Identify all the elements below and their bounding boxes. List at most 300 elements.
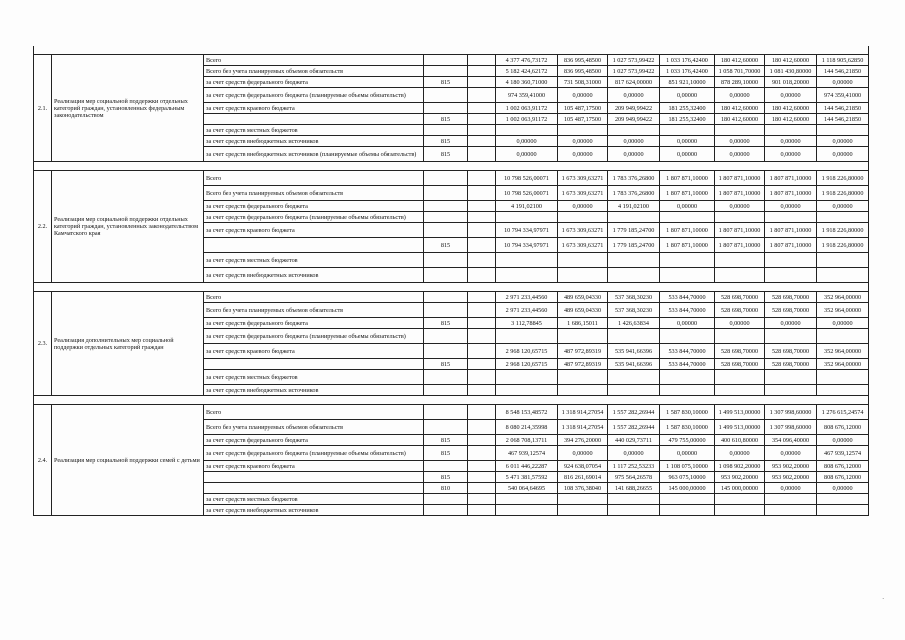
row-label: Всего без учета планируемых объемов обязательств [204, 186, 424, 201]
amount-cell [608, 125, 660, 136]
empty-cell [468, 405, 496, 420]
row-label: Всего без учета планируемых объемов обязательств [204, 66, 424, 77]
amount-cell: 1 058 701,70000 [715, 66, 765, 77]
budget-code [424, 268, 468, 283]
amount-cell: 0,00000 [715, 147, 765, 162]
amount-cell [496, 329, 558, 344]
empty-cell [468, 359, 496, 370]
amount-cell: 487 972,89319 [558, 359, 608, 370]
empty-cell [468, 125, 496, 136]
amount-cell: 400 610,80000 [715, 435, 765, 446]
budget-code: 815 [424, 359, 468, 370]
section-title: Реализация дополнительных мер социальной поддержки отдельных категорий граждан [52, 292, 204, 396]
amount-cell: 394 276,20000 [558, 435, 608, 446]
amount-cell [660, 494, 715, 505]
empty-cell [468, 147, 496, 162]
amount-cell: 354 096,40000 [765, 435, 817, 446]
budget-code [424, 329, 468, 344]
row-label: за счет средств местных бюджетов [204, 253, 424, 268]
budget-code [424, 494, 468, 505]
amount-cell: 1 779 185,24700 [608, 238, 660, 253]
amount-cell: 1 918 226,80000 [817, 223, 869, 238]
row-label: за счет средств краевого бюджета [204, 103, 424, 114]
amount-cell [496, 494, 558, 505]
row-label: за счет средств внебюджетных источников [204, 268, 424, 283]
amount-cell: 1 426,63834 [608, 318, 660, 329]
amount-cell: 181 255,32400 [660, 103, 715, 114]
amount-cell [608, 329, 660, 344]
amount-cell: 1 027 573,99422 [608, 55, 660, 66]
amount-cell: 1 098 902,20000 [715, 461, 765, 472]
amount-cell [496, 385, 558, 396]
amount-cell: 540 064,64695 [496, 483, 558, 494]
amount-cell: 528 698,70000 [715, 303, 765, 318]
row-label: за счет средств внебюджетных источников (планируемые объемы обязательств) [204, 147, 424, 162]
amount-cell: 535 941,66396 [608, 359, 660, 370]
empty-cell [468, 505, 496, 516]
amount-cell [608, 212, 660, 223]
amount-cell [817, 385, 869, 396]
budget-code [424, 186, 468, 201]
budget-table [33, 46, 869, 516]
amount-cell: 180 412,60000 [715, 55, 765, 66]
amount-cell: 0,00000 [608, 136, 660, 147]
amount-cell: 1 557 282,26944 [608, 420, 660, 435]
amount-cell: 808 676,12000 [817, 420, 869, 435]
amount-cell: 533 844,70000 [660, 359, 715, 370]
empty-cell [468, 446, 496, 461]
empty-cell [468, 420, 496, 435]
amount-cell: 144 546,21850 [817, 114, 869, 125]
amount-cell: 4 180 360,71000 [496, 77, 558, 88]
budget-code [424, 292, 468, 303]
amount-cell: 1 673 309,63271 [558, 223, 608, 238]
amount-cell [558, 494, 608, 505]
amount-cell: 0,00000 [715, 446, 765, 461]
amount-cell: 1 673 309,63271 [558, 171, 608, 186]
amount-cell: 2 968 120,65715 [496, 344, 558, 359]
empty-cell [468, 385, 496, 396]
amount-cell: 1 108 075,10000 [660, 461, 715, 472]
amount-cell [765, 505, 817, 516]
amount-cell [558, 370, 608, 385]
amount-cell [496, 125, 558, 136]
amount-cell [558, 268, 608, 283]
amount-cell: 0,00000 [765, 136, 817, 147]
amount-cell: 352 964,00000 [817, 344, 869, 359]
empty-cell [468, 494, 496, 505]
amount-cell: 808 676,12000 [817, 472, 869, 483]
amount-cell [715, 505, 765, 516]
amount-cell: 0,00000 [715, 201, 765, 212]
amount-cell: 953 902,20000 [765, 461, 817, 472]
budget-code: 815 [424, 136, 468, 147]
row-label: за счет средств краевого бюджета [204, 223, 424, 238]
amount-cell: 479 755,00000 [660, 435, 715, 446]
empty-cell [468, 268, 496, 283]
budget-code [424, 66, 468, 77]
row-label: за счет средств внебюджетных источников [204, 505, 424, 516]
amount-cell: 537 368,30230 [608, 303, 660, 318]
amount-cell [608, 385, 660, 396]
amount-cell: 6 011 446,22287 [496, 461, 558, 472]
amount-cell [608, 268, 660, 283]
amount-cell: 528 698,70000 [765, 344, 817, 359]
amount-cell: 180 412,60000 [765, 103, 817, 114]
amount-cell [660, 385, 715, 396]
amount-cell [660, 268, 715, 283]
amount-cell: 4 191,02100 [496, 201, 558, 212]
amount-cell: 467 939,12574 [496, 446, 558, 461]
amount-cell: 533 844,70000 [660, 303, 715, 318]
amount-cell [558, 385, 608, 396]
amount-cell: 8 080 214,35998 [496, 420, 558, 435]
amount-cell: 1 033 176,42400 [660, 55, 715, 66]
amount-cell: 1 673 309,63271 [558, 238, 608, 253]
amount-cell: 3 112,78845 [496, 318, 558, 329]
amount-cell: 1 807 871,10000 [660, 171, 715, 186]
section-spacer-row [34, 283, 869, 292]
amount-cell: 0,00000 [715, 136, 765, 147]
table-row [34, 55, 869, 66]
amount-cell: 528 698,70000 [715, 292, 765, 303]
amount-cell: 1 807 871,10000 [765, 223, 817, 238]
amount-cell [496, 268, 558, 283]
section-title: Реализация мер социальной поддержки семей с детьми [52, 405, 204, 516]
amount-cell: 108 376,38040 [558, 483, 608, 494]
row-label: за счет средств местных бюджетов [204, 494, 424, 505]
empty-cell [468, 253, 496, 268]
amount-cell [558, 329, 608, 344]
empty-cell [468, 435, 496, 446]
amount-cell: 487 972,89319 [558, 344, 608, 359]
amount-cell: 1 783 376,26800 [608, 186, 660, 201]
amount-cell [660, 125, 715, 136]
row-label [204, 483, 424, 494]
amount-cell: 1 081 430,80000 [765, 66, 817, 77]
amount-cell: 901 018,20000 [765, 77, 817, 88]
amount-cell [608, 253, 660, 268]
amount-cell: 5 182 424,62172 [496, 66, 558, 77]
table-row [34, 171, 869, 186]
amount-cell: 0,00000 [558, 147, 608, 162]
amount-cell [817, 494, 869, 505]
budget-code [424, 201, 468, 212]
amount-cell: 0,00000 [660, 201, 715, 212]
section-number: 2.2. [34, 171, 52, 283]
amount-cell: 0,00000 [496, 136, 558, 147]
amount-cell [715, 125, 765, 136]
budget-code: 815 [424, 472, 468, 483]
amount-cell: 963 075,10000 [660, 472, 715, 483]
amount-cell [715, 385, 765, 396]
amount-cell: 528 698,70000 [765, 292, 817, 303]
row-label: за счет средств федерального бюджета [204, 435, 424, 446]
budget-code: 815 [424, 435, 468, 446]
amount-cell: 1 673 309,63271 [558, 186, 608, 201]
amount-cell [765, 370, 817, 385]
amount-cell [817, 329, 869, 344]
amount-cell: 528 698,70000 [765, 303, 817, 318]
amount-cell: 0,00000 [765, 88, 817, 103]
amount-cell [817, 268, 869, 283]
row-label: Всего [204, 55, 424, 66]
amount-cell: 1 499 513,00000 [715, 420, 765, 435]
budget-code [424, 505, 468, 516]
amount-cell: 1 318 914,27054 [558, 405, 608, 420]
amount-cell: 975 564,26578 [608, 472, 660, 483]
amount-cell: 144 546,21850 [817, 103, 869, 114]
amount-cell: 1 918 226,80000 [817, 238, 869, 253]
row-label: Всего без учета планируемых объемов обязательств [204, 420, 424, 435]
amount-cell: 731 508,31000 [558, 77, 608, 88]
amount-cell [608, 505, 660, 516]
amount-cell: 1 587 830,10000 [660, 420, 715, 435]
amount-cell: 2 971 233,44560 [496, 292, 558, 303]
row-label: Всего [204, 405, 424, 420]
amount-cell: 1 117 252,53233 [608, 461, 660, 472]
empty-cell [468, 186, 496, 201]
amount-cell: 924 638,07054 [558, 461, 608, 472]
spacer-cell [34, 396, 869, 405]
amount-cell: 1 499 513,00000 [715, 405, 765, 420]
empty-cell [468, 461, 496, 472]
empty-cell [468, 318, 496, 329]
amount-cell: 10 794 334,97971 [496, 223, 558, 238]
empty-cell [468, 103, 496, 114]
budget-code [424, 420, 468, 435]
row-label: за счет средств федерального бюджета (планируемые объемы обязательств) [204, 88, 424, 103]
empty-cell [468, 472, 496, 483]
amount-cell [558, 125, 608, 136]
empty-cell [468, 370, 496, 385]
empty-cell [468, 292, 496, 303]
empty-cell [468, 238, 496, 253]
spacer-cell [34, 162, 869, 171]
amount-cell: 352 964,00000 [817, 292, 869, 303]
amount-cell: 1 779 185,24700 [608, 223, 660, 238]
empty-cell [468, 88, 496, 103]
empty-cell [468, 329, 496, 344]
amount-cell: 836 995,48500 [558, 55, 608, 66]
budget-code [424, 88, 468, 103]
amount-cell [496, 212, 558, 223]
amount-cell [817, 505, 869, 516]
amount-cell: 1 307 998,60000 [765, 405, 817, 420]
amount-cell: 1 807 871,10000 [715, 171, 765, 186]
empty-cell [468, 303, 496, 318]
budget-code: 815 [424, 147, 468, 162]
empty-cell [468, 55, 496, 66]
amount-cell: 0,00000 [817, 435, 869, 446]
amount-cell: 1 002 063,91172 [496, 103, 558, 114]
section-title: Реализация мер социальной поддержки отдельных категорий граждан, установленных законодательством Камчатского края [52, 171, 204, 283]
budget-code [424, 103, 468, 114]
amount-cell: 0,00000 [765, 318, 817, 329]
amount-cell: 0,00000 [660, 318, 715, 329]
budget-code [424, 125, 468, 136]
amount-cell: 352 964,00000 [817, 303, 869, 318]
amount-cell: 0,00000 [608, 147, 660, 162]
amount-cell: 145 000,00000 [660, 483, 715, 494]
amount-cell: 0,00000 [715, 318, 765, 329]
row-label [204, 238, 424, 253]
empty-cell [468, 136, 496, 147]
budget-code: 810 [424, 483, 468, 494]
amount-cell [715, 212, 765, 223]
empty-cell [468, 77, 496, 88]
amount-cell: 1 587 830,10000 [660, 405, 715, 420]
row-label: за счет средств федерального бюджета [204, 77, 424, 88]
row-label [204, 114, 424, 125]
row-label: за счет средств местных бюджетов [204, 370, 424, 385]
amount-cell: 528 698,70000 [715, 359, 765, 370]
amount-cell: 528 698,70000 [715, 344, 765, 359]
amount-cell [715, 329, 765, 344]
page-edge-mark: · [882, 595, 885, 603]
amount-cell [817, 125, 869, 136]
budget-code [424, 344, 468, 359]
empty-cell [468, 344, 496, 359]
budget-code [424, 171, 468, 186]
amount-cell: 1 807 871,10000 [765, 238, 817, 253]
amount-cell: 0,00000 [765, 147, 817, 162]
amount-cell: 1 002 063,91172 [496, 114, 558, 125]
amount-cell: 2 971 233,44560 [496, 303, 558, 318]
amount-cell: 10 794 334,97971 [496, 238, 558, 253]
amount-cell: 0,00000 [817, 147, 869, 162]
amount-cell [817, 253, 869, 268]
amount-cell: 10 798 526,00071 [496, 186, 558, 201]
amount-cell: 105 487,17500 [558, 103, 608, 114]
row-label: за счет средств федерального бюджета [204, 201, 424, 212]
amount-cell [765, 253, 817, 268]
amount-cell: 1 918 226,80000 [817, 171, 869, 186]
row-label: за счет средств внебюджетных источников [204, 385, 424, 396]
amount-cell [496, 505, 558, 516]
row-label: Всего [204, 292, 424, 303]
amount-cell: 0,00000 [558, 201, 608, 212]
amount-cell: 1 557 282,26944 [608, 405, 660, 420]
amount-cell: 953 902,20000 [715, 472, 765, 483]
amount-cell: 851 921,10000 [660, 77, 715, 88]
amount-cell: 0,00000 [817, 136, 869, 147]
amount-cell: 145 000,00000 [715, 483, 765, 494]
amount-cell: 0,00000 [660, 147, 715, 162]
budget-code [424, 405, 468, 420]
amount-cell: 2 068 708,13711 [496, 435, 558, 446]
amount-cell: 489 659,04330 [558, 292, 608, 303]
amount-cell: 0,00000 [817, 318, 869, 329]
budget-code: 815 [424, 114, 468, 125]
amount-cell: 1 118 905,62850 [817, 55, 869, 66]
budget-code: 815 [424, 318, 468, 329]
amount-cell: 0,00000 [558, 136, 608, 147]
amount-cell: 10 798 526,00071 [496, 171, 558, 186]
amount-cell [765, 212, 817, 223]
amount-cell [496, 253, 558, 268]
amount-cell [817, 212, 869, 223]
section-spacer-row [34, 396, 869, 405]
amount-cell [496, 370, 558, 385]
spacer-cell [34, 283, 869, 292]
amount-cell: 180 412,60000 [765, 114, 817, 125]
amount-cell: 0,00000 [660, 446, 715, 461]
amount-cell [558, 505, 608, 516]
amount-cell [715, 370, 765, 385]
amount-cell [765, 268, 817, 283]
amount-cell: 1 807 871,10000 [715, 223, 765, 238]
amount-cell: 0,00000 [558, 88, 608, 103]
budget-code [424, 55, 468, 66]
budget-code: 815 [424, 238, 468, 253]
amount-cell: 816 261,69014 [558, 472, 608, 483]
amount-cell: 533 844,70000 [660, 292, 715, 303]
amount-cell: 0,00000 [496, 147, 558, 162]
amount-cell: 0,00000 [660, 88, 715, 103]
empty-cell [468, 66, 496, 77]
section-number: 2.4. [34, 405, 52, 516]
empty-cell [468, 201, 496, 212]
row-label: Всего [204, 171, 424, 186]
amount-cell: 537 368,30230 [608, 292, 660, 303]
amount-cell: 1 318 914,27054 [558, 420, 608, 435]
section-number: 2.3. [34, 292, 52, 396]
amount-cell: 0,00000 [765, 446, 817, 461]
amount-cell: 5 471 381,57592 [496, 472, 558, 483]
amount-cell [660, 212, 715, 223]
amount-cell: 1 783 376,26800 [608, 171, 660, 186]
empty-cell [468, 223, 496, 238]
amount-cell: 181 255,32400 [660, 114, 715, 125]
row-label: за счет средств внебюджетных источников [204, 136, 424, 147]
amount-cell [608, 370, 660, 385]
amount-cell: 209 949,99422 [608, 114, 660, 125]
amount-cell: 0,00000 [817, 77, 869, 88]
amount-cell: 533 844,70000 [660, 344, 715, 359]
amount-cell: 2 968 120,65715 [496, 359, 558, 370]
amount-cell: 1 807 871,10000 [765, 171, 817, 186]
amount-cell: 180 412,60000 [765, 55, 817, 66]
budget-code [424, 223, 468, 238]
amount-cell [715, 494, 765, 505]
amount-cell: 440 029,73711 [608, 435, 660, 446]
amount-cell: 1 807 871,10000 [765, 186, 817, 201]
amount-cell [817, 370, 869, 385]
amount-cell: 1 027 573,99422 [608, 66, 660, 77]
section-title: Реализация мер социальной поддержки отдельных категорий граждан, установленных федеральным законодательством [52, 55, 204, 162]
amount-cell [660, 253, 715, 268]
amount-cell [765, 494, 817, 505]
amount-cell: 817 624,00000 [608, 77, 660, 88]
amount-cell: 0,00000 [608, 446, 660, 461]
amount-cell: 1 276 615,24574 [817, 405, 869, 420]
empty-cell [468, 212, 496, 223]
amount-cell [715, 268, 765, 283]
amount-cell: 0,00000 [608, 88, 660, 103]
row-label: за счет средств федерального бюджета (планируемые объемы обязательств) [204, 446, 424, 461]
amount-cell: 489 659,04330 [558, 303, 608, 318]
row-label: за счет средств краевого бюджета [204, 461, 424, 472]
amount-cell: 0,00000 [765, 483, 817, 494]
amount-cell: 1 807 871,10000 [715, 186, 765, 201]
amount-cell: 1 686,15011 [558, 318, 608, 329]
amount-cell: 180 412,60000 [715, 103, 765, 114]
amount-cell: 141 688,26655 [608, 483, 660, 494]
amount-cell: 4 377 476,73172 [496, 55, 558, 66]
amount-cell: 1 918 226,80000 [817, 186, 869, 201]
amount-cell: 180 412,60000 [715, 114, 765, 125]
